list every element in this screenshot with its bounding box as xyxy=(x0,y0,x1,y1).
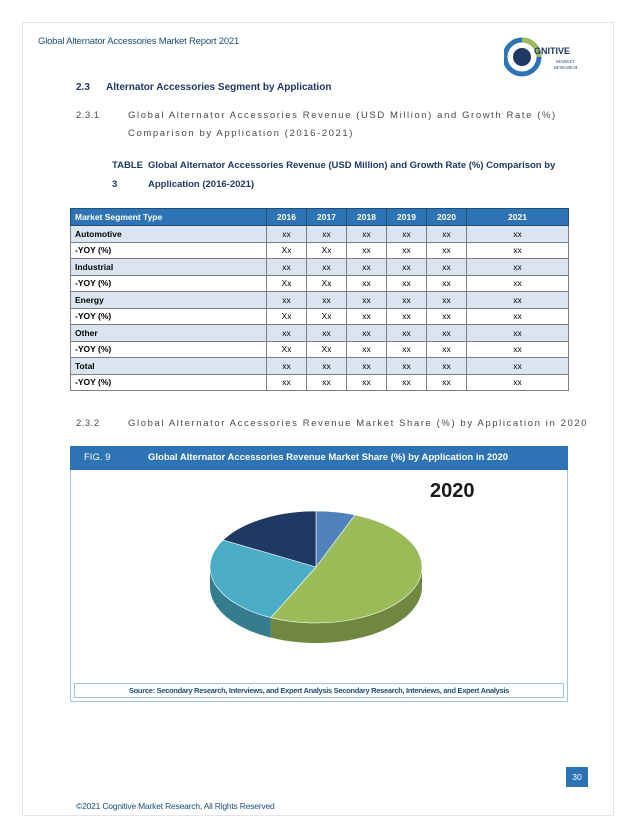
table-cell: xx xyxy=(387,275,427,292)
section-number: 2.3 xyxy=(76,82,90,93)
table-cell: xx xyxy=(387,308,427,325)
table-cell: xx xyxy=(267,226,307,243)
table-cell: xx xyxy=(427,341,467,358)
table-cell: xx xyxy=(347,341,387,358)
table-cell: xx xyxy=(467,242,569,259)
table-body xyxy=(71,226,569,391)
subsection-heading-1 xyxy=(76,110,557,121)
row-label: Automotive xyxy=(71,226,267,243)
logo-text-main: GNITIVE xyxy=(534,46,571,56)
footer-copyright: ©2021 Cognitive Market Research, All Rights Reserved xyxy=(76,801,275,811)
table-row xyxy=(71,325,569,342)
row-label: Other xyxy=(71,325,267,342)
table-header: 2021 xyxy=(467,209,569,226)
table-cell: xx xyxy=(467,226,569,243)
table-caption-label: TABLE 3 xyxy=(112,160,143,190)
logo-text-research: RESEARCH xyxy=(554,65,578,70)
table-cell: Xx xyxy=(267,308,307,325)
table-row xyxy=(71,341,569,358)
table-cell: xx xyxy=(467,374,569,391)
table-header: 2016 xyxy=(267,209,307,226)
table-cell: xx xyxy=(387,259,427,276)
table-cell: xx xyxy=(427,226,467,243)
table-caption-text: Global Alternator Accessories Revenue (USD Million) and Growth Rate (%) Comparison by Application (2016-2021) xyxy=(148,160,556,190)
table-cell: Xx xyxy=(307,275,347,292)
row-label: Industrial xyxy=(71,259,267,276)
table-cell: xx xyxy=(427,259,467,276)
table-header: Market Segment Type xyxy=(71,209,267,226)
row-label: Energy xyxy=(71,292,267,309)
table-cell: xx xyxy=(427,275,467,292)
subsection-heading-2 xyxy=(76,418,588,429)
table-cell: xx xyxy=(467,341,569,358)
figure-title: Global Alternator Accessories Revenue Market Share (%) by Application in 2020 xyxy=(148,452,509,463)
row-label: -YOY (%) xyxy=(71,242,267,259)
table-cell: Xx xyxy=(307,242,347,259)
table-cell: xx xyxy=(347,325,387,342)
chart-title: 2020 xyxy=(430,480,475,502)
table-cell: xx xyxy=(467,308,569,325)
table-header-row xyxy=(71,209,569,226)
table-cell: xx xyxy=(347,275,387,292)
report-title: Global Alternator Accessories Market Report 2021 xyxy=(38,36,240,47)
table-cell: xx xyxy=(387,242,427,259)
section-title: Alternator Accessories Segment by Application xyxy=(106,82,332,93)
company-logo xyxy=(504,36,586,78)
table-row xyxy=(71,292,569,309)
table-cell: xx xyxy=(307,358,347,375)
table-cell: xx xyxy=(467,259,569,276)
table-row xyxy=(71,259,569,276)
table-cell: xx xyxy=(387,292,427,309)
row-label: -YOY (%) xyxy=(71,341,267,358)
subsection-1-line1: Global Alternator Accessories Revenue (USD Million) and Growth Rate (%) xyxy=(128,110,557,121)
table-cell: xx xyxy=(267,358,307,375)
row-label: -YOY (%) xyxy=(71,374,267,391)
table-cell: xx xyxy=(347,374,387,391)
table-cell: xx xyxy=(347,358,387,375)
table-cell: xx xyxy=(347,259,387,276)
table-row xyxy=(71,242,569,259)
figure-header xyxy=(70,446,568,470)
table-cell: xx xyxy=(467,292,569,309)
table-cell: xx xyxy=(387,226,427,243)
table-header: 2017 xyxy=(307,209,347,226)
table-row xyxy=(71,358,569,375)
table-cell: xx xyxy=(427,325,467,342)
table-cell: xx xyxy=(307,226,347,243)
section-heading xyxy=(76,82,331,93)
table-cell: xx xyxy=(347,242,387,259)
pie-chart xyxy=(200,505,432,655)
table-cell: xx xyxy=(427,292,467,309)
row-label: Total xyxy=(71,358,267,375)
table-cell: xx xyxy=(387,341,427,358)
subsection-1-line2: Comparison by Application (2016-2021) xyxy=(128,128,355,139)
page-number: 30 xyxy=(566,767,588,787)
table-row xyxy=(71,275,569,292)
table-cell: xx xyxy=(347,308,387,325)
table-cell: xx xyxy=(307,259,347,276)
table-cell: xx xyxy=(427,308,467,325)
subsection-2-title: Global Alternator Accessories Revenue Market Share (%) by Application in 2020 xyxy=(128,418,589,429)
row-label: -YOY (%) xyxy=(71,308,267,325)
table-cell: xx xyxy=(427,242,467,259)
table-cell: Xx xyxy=(267,242,307,259)
table-cell: xx xyxy=(387,325,427,342)
table-cell: Xx xyxy=(267,341,307,358)
logo-text-market: MARKET xyxy=(556,59,575,64)
table-header: 2020 xyxy=(427,209,467,226)
table-cell: xx xyxy=(467,275,569,292)
table-cell: Xx xyxy=(307,308,347,325)
table-cell: xx xyxy=(467,325,569,342)
table-cell: xx xyxy=(347,292,387,309)
table-header: 2019 xyxy=(387,209,427,226)
table-cell: xx xyxy=(307,292,347,309)
table-cell: xx xyxy=(427,358,467,375)
table-cell: xx xyxy=(427,374,467,391)
figure-label: FIG. 9 xyxy=(84,452,111,463)
table-cell: xx xyxy=(267,259,307,276)
figure-source: Source: Secondary Research, Interviews, and Expert Analysis Secondary Research, Interviews, and Expert Analysis xyxy=(74,683,564,698)
table-row xyxy=(71,308,569,325)
table-cell: Xx xyxy=(267,275,307,292)
table-cell: xx xyxy=(467,358,569,375)
table-cell: xx xyxy=(307,374,347,391)
table-cell: xx xyxy=(347,226,387,243)
table-header: 2018 xyxy=(347,209,387,226)
table-cell: xx xyxy=(307,325,347,342)
table-cell: xx xyxy=(387,358,427,375)
table-cell: xx xyxy=(267,325,307,342)
revenue-table xyxy=(70,208,569,391)
table-cell: xx xyxy=(267,374,307,391)
table-cell: xx xyxy=(387,374,427,391)
row-label: -YOY (%) xyxy=(71,275,267,292)
table-row xyxy=(71,226,569,243)
table-row xyxy=(71,374,569,391)
table-cell: xx xyxy=(267,292,307,309)
table-cell: Xx xyxy=(307,341,347,358)
subsection-1-number: 2.3.1 xyxy=(76,110,100,121)
subsection-2-number: 2.3.2 xyxy=(76,418,100,429)
